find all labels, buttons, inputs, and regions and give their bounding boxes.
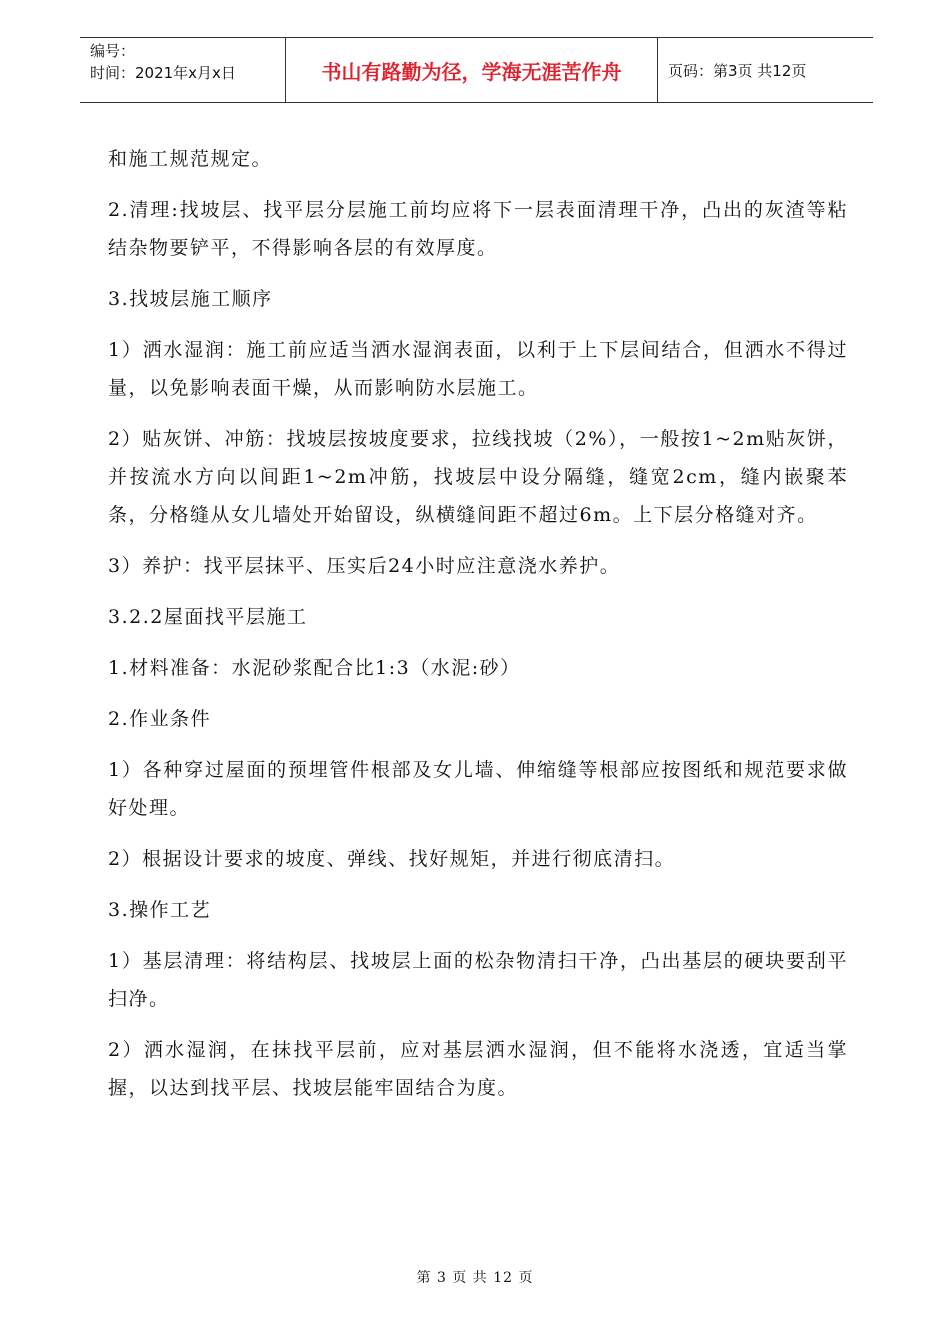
header-left-cell <box>80 38 285 102</box>
date-label: 时间：2021年x月x日 <box>90 64 236 82</box>
paragraph: 1.材料准备：水泥砂浆配合比1:3（水泥:砂） <box>108 657 521 679</box>
document-body <box>108 140 848 1120</box>
paragraph: 2.清理:找坡层、找平层分层施工前均应将下一层表面清理干净，凸出的灰渣等粘结杂物要铲平，不得影响各层的有效厚度。 <box>108 199 848 259</box>
page-header <box>80 37 873 103</box>
paragraph: 1）基层清理：将结构层、找坡层上面的松杂物清扫干净，凸出基层的硬块要刮平扫净。 <box>108 950 848 1010</box>
paragraph: 1）各种穿过屋面的预埋管件根部及女儿墙、伸缩缝等根部应按图纸和规范要求做好处理。 <box>108 759 848 819</box>
paragraph: 2）根据设计要求的坡度、弹线、找好规矩，并进行彻底清扫。 <box>108 848 676 870</box>
number-label: 编号： <box>90 42 136 60</box>
header-motto-cell <box>285 38 658 102</box>
paragraph: 1）洒水湿润：施工前应适当洒水湿润表面，以利于上下层间结合，但洒水不得过量，以免影响表面干燥，从而影响防水层施工。 <box>108 339 848 399</box>
paragraph: 3.操作工艺 <box>108 899 212 921</box>
paragraph: 3.找坡层施工顺序 <box>108 288 273 310</box>
header-page-info: 页码：第3页 共12页 <box>668 61 807 80</box>
header-motto: 书山有路勤为径，学海无涯苦作舟 <box>321 59 622 84</box>
paragraph: 3）养护：找平层抹平、压实后24小时应注意浇水养护。 <box>108 555 621 577</box>
header-page-cell <box>658 38 873 102</box>
paragraph: 和施工规范规定。 <box>108 148 273 170</box>
paragraph: 2）贴灰饼、冲筋：找坡层按坡度要求，拉线找坡（2%），一般按1~2m贴灰饼，并按流水方向以间距1~2m冲筋，找坡层中设分隔缝，缝宽2cm，缝内嵌聚苯条，分格缝从女儿墙处开始留设，纵横缝间距不超过6m。上下层分格缝对齐。 <box>108 428 848 526</box>
paragraph: 2.作业条件 <box>108 708 212 730</box>
footer-page-number: 第 3 页 共 12 页 <box>416 1270 534 1286</box>
paragraph: 2）洒水湿润，在抹找平层前，应对基层洒水湿润，但不能将水浇透，宜适当掌握，以达到找平层、找坡层能牢固结合为度。 <box>108 1039 848 1099</box>
section-heading: 3.2.2屋面找平层施工 <box>108 606 308 628</box>
page-footer <box>0 1267 950 1287</box>
